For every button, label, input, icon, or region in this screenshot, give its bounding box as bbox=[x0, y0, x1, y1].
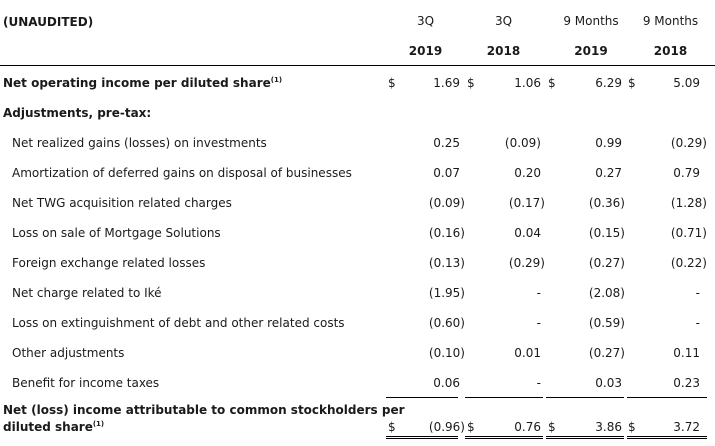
table-row bbox=[0, 218, 715, 248]
value-cell: - bbox=[536, 286, 541, 300]
dollar-sign: $ bbox=[388, 76, 396, 90]
subtotal-rule bbox=[465, 397, 543, 398]
value-cell: (0.36) bbox=[588, 196, 625, 210]
value-cell: 0.79 bbox=[673, 166, 700, 180]
value-cell: - bbox=[695, 286, 700, 300]
row-label: Foreign exchange related losses bbox=[12, 256, 206, 270]
col2-period: 3Q bbox=[494, 14, 513, 28]
col4-year: 2018 bbox=[653, 44, 688, 58]
row-label: Net realized gains (losses) on investments bbox=[12, 136, 267, 150]
value-cell: (0.59) bbox=[588, 316, 625, 330]
row-label: Net operating income per diluted share$^{(1)}$ bbox=[3, 76, 283, 90]
col2-year: 2018 bbox=[486, 44, 521, 58]
value-cell: 0.11 bbox=[673, 346, 700, 360]
value-cell: 3.72 bbox=[673, 420, 700, 434]
value-cell: 3.86 bbox=[595, 420, 622, 434]
value-cell: (1.28) bbox=[670, 196, 707, 210]
value-cell: 0.07 bbox=[433, 166, 460, 180]
value-cell: - bbox=[695, 316, 700, 330]
value-cell: 0.03 bbox=[595, 376, 622, 390]
row-label: Loss on sale of Mortgage Solutions bbox=[12, 226, 221, 240]
dollar-sign: $ bbox=[548, 420, 556, 434]
value-cell: (0.29) bbox=[670, 136, 707, 150]
subtotal-rule bbox=[546, 397, 624, 398]
value-cell: (2.08) bbox=[588, 286, 625, 300]
value-cell: 1.69 bbox=[433, 76, 460, 90]
total-double-rule bbox=[386, 436, 458, 439]
value-cell: 0.23 bbox=[673, 376, 700, 390]
table-row bbox=[0, 188, 715, 218]
row-label: Benefit for income taxes bbox=[12, 376, 160, 390]
value-cell: 0.99 bbox=[595, 136, 622, 150]
value-cell: (0.22) bbox=[670, 256, 707, 270]
table-row bbox=[0, 248, 715, 278]
col3-year: 2019 bbox=[574, 44, 608, 58]
value-cell: (0.16) bbox=[428, 226, 465, 240]
dollar-sign: $ bbox=[628, 76, 636, 90]
value-cell: (0.09) bbox=[504, 136, 541, 150]
value-cell: 0.76 bbox=[514, 420, 541, 434]
value-cell: 0.20 bbox=[514, 166, 541, 180]
table-row bbox=[0, 368, 715, 398]
row-label: Net TWG acquisition related charges bbox=[12, 196, 232, 210]
table-row bbox=[0, 308, 715, 338]
row-label: Amortization of deferred gains on disposal of businesses bbox=[12, 166, 352, 180]
value-cell: (0.71) bbox=[670, 226, 707, 240]
value-cell: 0.04 bbox=[514, 226, 541, 240]
value-cell: 0.27 bbox=[595, 166, 622, 180]
value-cell: (0.27) bbox=[588, 346, 625, 360]
dollar-sign: $ bbox=[467, 76, 475, 90]
table-row bbox=[0, 128, 715, 158]
col1-year: 2019 bbox=[408, 44, 443, 58]
table-row bbox=[0, 68, 715, 98]
value-cell: (0.10) bbox=[428, 346, 465, 360]
col4-period: 9 Months bbox=[642, 14, 699, 28]
value-cell: 0.01 bbox=[514, 346, 541, 360]
dollar-sign: $ bbox=[628, 420, 636, 434]
total-double-rule bbox=[546, 436, 624, 439]
table-row bbox=[0, 98, 715, 128]
net-income-label-line2: diluted share$^{(1)}$ bbox=[3, 420, 105, 434]
value-cell: - bbox=[536, 376, 541, 390]
net-income-label-line1: Net (loss) income attributable to common stockholders per bbox=[3, 403, 405, 417]
value-cell: 6.29 bbox=[595, 76, 622, 90]
value-cell: (0.29) bbox=[508, 256, 545, 270]
value-cell: (0.15) bbox=[588, 226, 625, 240]
row-label: Net charge related to Iké bbox=[12, 286, 162, 300]
col1-period: 3Q bbox=[416, 14, 435, 28]
total-double-rule bbox=[465, 436, 543, 439]
unaudited-label: (UNAUDITED) bbox=[3, 15, 94, 29]
value-cell: 1.06 bbox=[514, 76, 541, 90]
value-cell: (0.96) bbox=[428, 420, 465, 434]
value-cell: 0.06 bbox=[433, 376, 460, 390]
value-cell: (1.95) bbox=[428, 286, 465, 300]
row-label: Loss on extinguishment of debt and other related costs bbox=[12, 316, 345, 330]
value-cell: (0.60) bbox=[428, 316, 465, 330]
table-row bbox=[0, 158, 715, 188]
total-double-rule bbox=[627, 436, 707, 439]
value-cell: (0.17) bbox=[508, 196, 545, 210]
dollar-sign: $ bbox=[548, 76, 556, 90]
col3-period: 9 Months bbox=[563, 14, 619, 28]
value-cell: - bbox=[536, 316, 541, 330]
row-label: Other adjustments bbox=[12, 346, 125, 360]
dollar-sign: $ bbox=[467, 420, 475, 434]
value-cell: 5.09 bbox=[673, 76, 700, 90]
table-row bbox=[0, 278, 715, 308]
table-row bbox=[0, 338, 715, 368]
value-cell: 0.25 bbox=[433, 136, 460, 150]
value-cell: (0.13) bbox=[428, 256, 465, 270]
header-rule bbox=[0, 65, 715, 66]
adjustments-heading: Adjustments, pre-tax: bbox=[3, 106, 152, 120]
subtotal-rule bbox=[386, 397, 458, 398]
value-cell: (0.27) bbox=[588, 256, 625, 270]
dollar-sign: $ bbox=[388, 420, 396, 434]
subtotal-rule bbox=[627, 397, 707, 398]
value-cell: (0.09) bbox=[428, 196, 465, 210]
